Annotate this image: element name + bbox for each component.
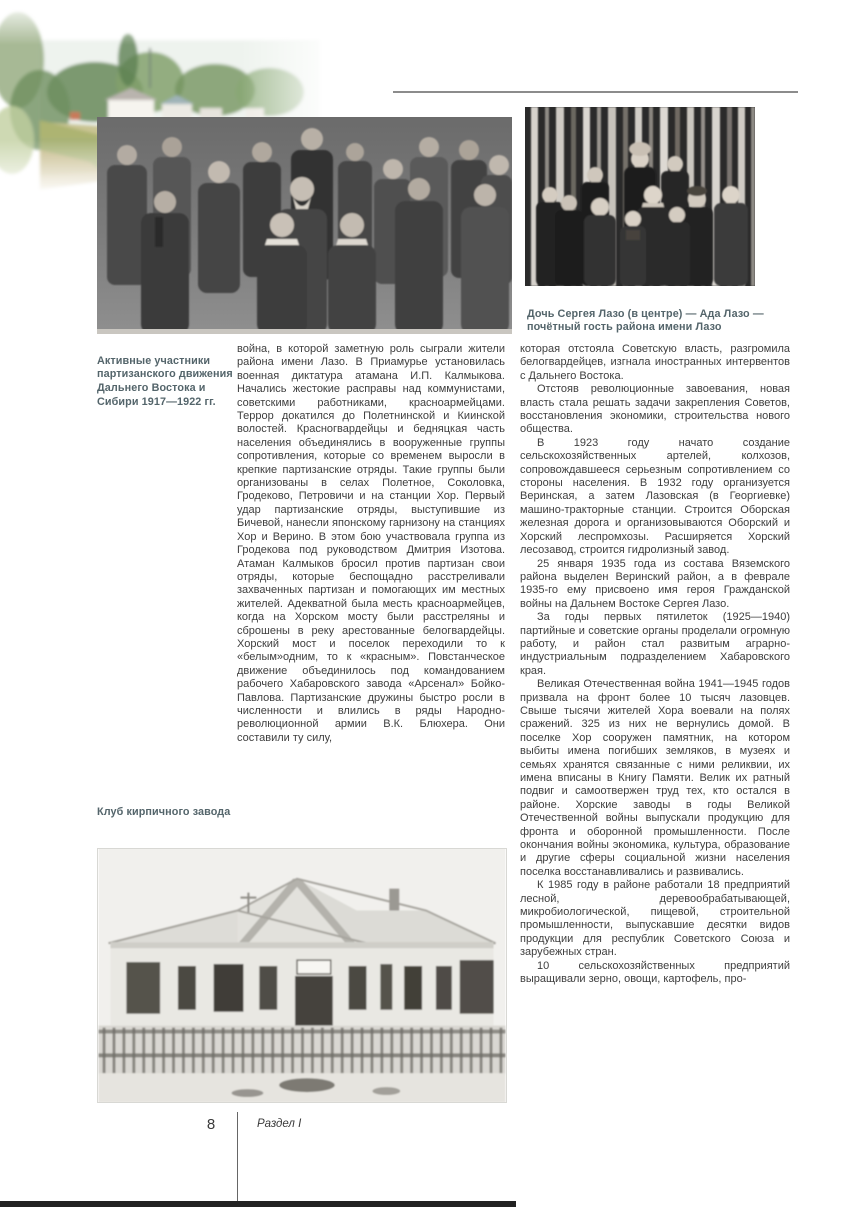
partisans-group-photo [97,117,512,334]
footer-divider-line [237,1112,238,1207]
partisans-photo-caption: Активные участники партизанского движения Дальнего Востока и Сибири 1917—1922 гг. [97,354,233,408]
paragraph: 10 сельскохозяйственных предприятий выращивали зерно, овощи, картофель, про- [520,959,790,986]
page-number: 8 [206,1116,216,1133]
paragraph: Великая Отечественная война 1941—1945 годов призвала на фронт более 10 тысяч лазовцев. Свыше тысячи жителей Хора воевали на полях сражений. 325 из них не вернулись домой. В поселке Хор сооружен памятник, на котором выбиты имена погибших земляков, в музеях и семьях хранятся связанные с ними реликвии, их имена вписаны в Книгу Памяти. Велик их ратный подвиг и самоотвержен труд тех, кто остался в районе. Хорские заводы в годы Великой Отечественной войны выпускали продукцию для фронта и оборонной промышленности. После окончания войны экономика, культура, образование и другие сферы социальной жизни населения поселка восстанавливались и развивались. [520,678,790,878]
paragraph: 25 января 1935 года из состава Вяземского района выделен Веринский район, а в феврале 1935-го ему присвоено имя героя Гражданской войны на Дальнем Востоке Сергея Лазо. [520,557,790,610]
brick-club-photo [97,848,507,1103]
club-fence [99,1026,506,1076]
ada-lazo-group-photo [525,107,755,286]
paragraph: которая отстояла Советскую власть, разгромила белогвардейцев, изгнала иностранных интервентов с Дальнего Востока. [520,343,790,382]
page-bottom-bar [0,1201,516,1207]
header-rule [393,91,798,93]
paragraph: За годы первых пятилеток (1925—1940) партийные и советские органы проделали огромную работу, и район стал развитым аграрно-индустриальным подразделением Хабаровского края. [520,611,790,677]
lazo-photo-caption: Дочь Сергея Лазо (в центре) — Ада Лазо — почётный гость района имени Лазо [527,307,764,334]
brick-club-photo-caption: Клуб кирпичного завода [97,805,231,818]
body-column-right [520,343,790,987]
paragraph: К 1985 году в районе работали 18 предприятий лесной, деревообрабатывающей, микробиологической, пищевой, строительной промышленности, выпускавшие десятки видов продукции для республик Советского Союза и зарубежных стран. [520,879,790,959]
fade-top [0,0,340,45]
paragraph: война, в которой заметную роль сыграли жители района имени Лазо. В Приамурье установилась военная диктатура атамана И.П. Калмыкова. Начались жестокие расправы над коммунистами, советскими работниками, красноармейцами. Террор докатился до Полетнинской и Киинской волостей. Красногвардейцы и бедняцкая часть населения объединялись в вооруженные группы сопротивления, которые со временем выросли в крепкие партизанские отряды. Такие группы были организованы в селах Полетное, Соколовка, Гродеково, Петровичи и на станции Хор. Первый удар партизанские отряды, выступившие из Бичевой, нанесли японскому гарнизону на станциях Хор и Верино. В этом бою участвовала группа из Гродекова под руководством Дмитрия Изотова. Атаман Калмыков бросил против партизан свои отряды, которые беспощадно расстреливали захваченных партизан и помогающих им местных жителей. Адекватной была месть красноармейцев, когда на Хорском мосту были расстреляны и сброшены в реку арестованные белогвардейцы. Хорский мост и поселок переходили то к «белым»одним, то к «красным». Повстанческое движение объединилось под командованием рабочего Хабаровского завода «Арсенал» Бойко-Павлова. Партизанские дружины быстро росли в численности и влились в ряды Народно-революционной армии В.К. Блюхера. Они составили ту силу, [237,343,505,744]
body-column-left [237,343,505,745]
paragraph: В 1923 году начато создание сельскохозяйственных артелей, колхозов, сопровождавшееся серьезным сопротивлением со стороны населения. В 1932 году организуется Веринская, а затем Лазовская (в Георгиевке) машино-тракторные станции. Строится Оборская железная дорога и организовываются Оборский и Хорский леспромхозы. Расширяется Хорский лесозавод, строится гидролизный завод. [520,436,790,557]
paragraph: Отстояв революционные завоевания, новая власть стала решать задачи закрепления Советов, восстановления экономики, строительства нового общества. [520,383,790,436]
section-label: Раздел I [257,1118,302,1130]
